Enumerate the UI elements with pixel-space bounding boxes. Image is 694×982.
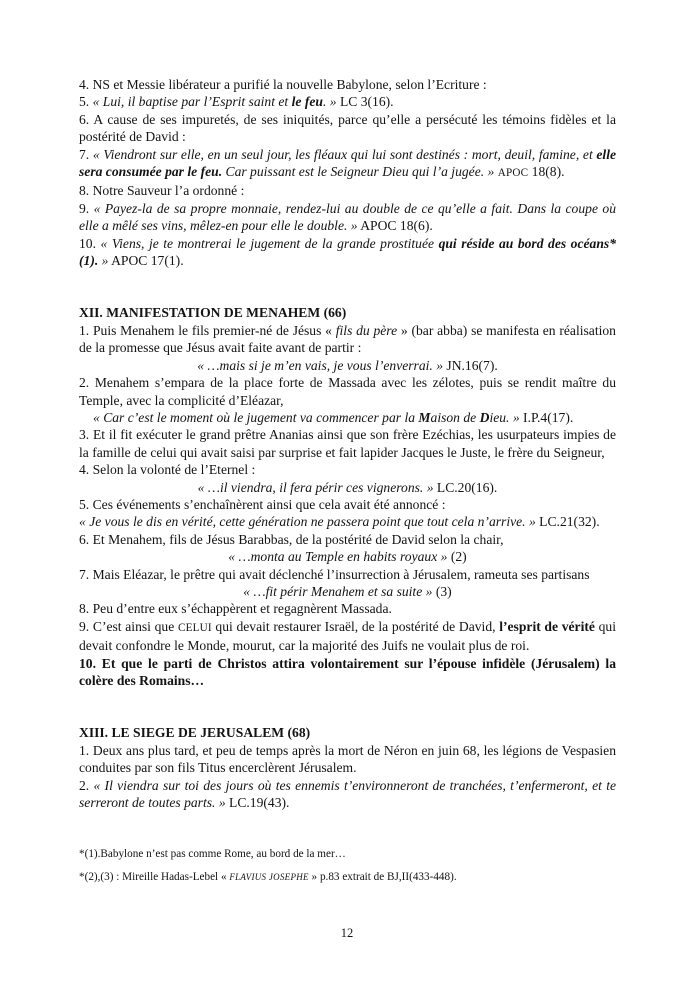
text-segment: 1. Puis Menahem le fils premier-né de Jésus «	[79, 322, 336, 338]
text-segment: (3)	[432, 583, 452, 599]
text-segment: aison de	[430, 409, 480, 425]
text-segment: 18(8).	[528, 164, 565, 180]
text-segment: « Je vous le dis en vérité, cette génération ne passera point que tout cela n’arrive. »	[79, 514, 536, 530]
quote-line-centered	[79, 479, 616, 496]
text-segment: « …mais si je m’en vais, je vous l’enverrai. »	[197, 357, 444, 373]
text-segment: « Il viendra sur toi des jours où tes ennemis t’environneront de tranchées, t’enfermeront, et te serreront de toutes parts. »	[79, 777, 616, 811]
text-segment: « Lui, il baptise par l’Esprit saint et	[92, 94, 292, 110]
text-segment: 8. Peu d’entre eux s’échappèrent et regagnèrent Massada.	[79, 601, 392, 617]
paragraph	[79, 461, 616, 478]
text-segment: 6. Et Menahem, fils de Jésus Barabbas, de la postérité de David selon la chair,	[79, 531, 504, 547]
text-segment: l’esprit de vérité	[499, 618, 595, 634]
quote-line-centered	[79, 548, 616, 565]
text-segment: 10. Et que le parti de Christos attira volontairement sur l’épouse infidèle (Jérusalem) la colère des Romains…	[79, 655, 616, 688]
paragraph	[79, 742, 616, 777]
spacer	[79, 829, 616, 846]
text-segment: le feu	[291, 94, 323, 110]
text-segment: LC 3(16).	[336, 94, 394, 110]
text-segment: *(1).Babylone n’est pas comme Rome, au bord de la mer…	[79, 848, 346, 861]
paragraph	[79, 200, 616, 235]
text-segment: LC.20(16).	[433, 479, 498, 495]
text-segment: JN.16(7).	[443, 357, 498, 373]
paragraph	[79, 426, 616, 461]
text-segment: 5. Ces événements s’enchaînèrent ainsi que cela avait été annoncé :	[79, 496, 446, 512]
text-segment: 3. Et il fit exécuter le grand prêtre Ananias ainsi que son frère Ezéchias, les usurpateurs impies de la famille de celui qui avait saisi par surprise et fait lapider Jacques le Juste, le frère du Seigneur,	[79, 427, 616, 460]
text-segment: fils du père	[335, 322, 398, 338]
text-segment: 9.	[79, 200, 94, 216]
section-heading	[79, 724, 616, 741]
text-segment: XIII. LE SIEGE DE JERUSALEM (68)	[79, 725, 311, 741]
text-segment: 8. Notre Sauveur l’a ordonné :	[79, 183, 245, 199]
paragraph	[79, 531, 616, 548]
text-segment: FLAVIUS JOSEPHE	[229, 872, 309, 883]
text-segment: CELUI	[177, 621, 212, 634]
quote-line-centered	[79, 357, 616, 374]
text-segment: LC.21(32).	[535, 514, 600, 530]
footnote	[79, 869, 616, 885]
footnote	[79, 846, 616, 862]
paragraph	[79, 655, 616, 690]
text-segment: « Payez-la de sa propre monnaie, rendez-lui au double de ce qu’elle a fait. Dans la coupe où elle a mêlé ses vins, mêlez-en pour elle le double. »	[79, 200, 617, 234]
text-segment: XII. MANIFESTATION DE MENAHEM (66)	[79, 305, 347, 321]
text-segment: 5.	[79, 94, 93, 110]
paragraph	[79, 182, 616, 199]
paragraph	[79, 374, 616, 409]
text-segment: 7.	[79, 146, 93, 162]
text-segment: *(2),(3) : Mireille Hadas-Lebel «	[79, 871, 230, 884]
spacer	[79, 811, 616, 828]
text-segment: LC.19(43).	[225, 795, 290, 811]
paragraph	[79, 600, 616, 617]
text-segment: ieu. »	[489, 409, 520, 425]
text-segment: 9. C’est ainsi que	[79, 618, 178, 634]
text-segment: . »	[322, 94, 337, 110]
text-segment: APOC 17(1).	[108, 253, 184, 269]
text-segment: qui devait restaurer Israël, de la postérité de David,	[211, 618, 500, 634]
paragraph	[79, 111, 616, 146]
text-segment: « …fit périr Menahem et sa suite »	[243, 583, 433, 599]
paragraph	[79, 322, 616, 357]
paragraph	[79, 146, 616, 183]
text-segment: APOC	[497, 167, 529, 180]
text-segment: 10.	[79, 235, 101, 251]
text-segment: 2. Menahem s’empara de la place forte de Massada avec les zélotes, puis se rendit maître du Temple, avec la complicité d’Eléazar,	[79, 375, 616, 408]
text-segment: I.P.4(17).	[519, 409, 574, 425]
text-segment: « …monta au Temple en habits royaux »	[228, 549, 448, 565]
text-segment: Car puissant est le Seigneur Dieu qui l’a jugée. »	[222, 164, 495, 180]
text-segment: 7. Mais Eléazar, le prêtre qui avait déclenché l’insurrection à Jérusalem, rameuta ses partisans	[79, 566, 590, 582]
text-segment: « …il viendra, il fera périr ces vignerons. »	[197, 479, 434, 495]
text-segment: 2.	[79, 777, 94, 793]
text-segment: »	[98, 253, 109, 269]
text-segment: 4. NS et Messie libérateur a purifié la nouvelle Babylone, selon l’Ecriture :	[79, 77, 487, 92]
text-segment: » p.83 extrait de BJ,II(433-448).	[308, 871, 457, 884]
document-body	[79, 76, 616, 885]
text-segment: qui réside au bord des océans*(1).	[79, 235, 616, 269]
paragraph	[79, 93, 616, 110]
paragraph	[79, 566, 616, 583]
quote-line-centered	[79, 583, 616, 600]
text-segment: 4. Selon la volonté de l’Eternel :	[79, 462, 256, 478]
text-segment: qui devait confondre le Monde, mourut, car la majorité des Juifs ne voulait plus de roi.	[79, 618, 616, 654]
text-segment: APOC 18(6).	[357, 218, 433, 234]
paragraph	[79, 76, 616, 93]
text-segment: « Car c’est le moment où le jugement va commencer par la	[93, 409, 419, 425]
paragraph	[79, 496, 616, 513]
paragraph	[79, 235, 616, 270]
paragraph	[79, 777, 616, 812]
quote-line-indented	[79, 409, 616, 426]
text-segment: 6. A cause de ses impuretés, de ses iniquités, parce qu’elle a persécuté les témoins fidèles et la postérité de David :	[79, 111, 616, 145]
text-segment: elle sera consumée par le feu.	[79, 146, 617, 180]
text-segment: M	[418, 409, 431, 425]
text-segment: D	[479, 409, 490, 425]
text-segment: » (bar abba) se manifesta en réalisation de la promesse que Jésus avait faite avant de partir :	[79, 322, 616, 356]
paragraph	[79, 618, 616, 655]
text-segment: « Viendront sur elle, en un seul jour, les fléaux qui lui sont destinés : mort, deuil, famine, et	[92, 146, 597, 162]
paragraph	[79, 513, 616, 530]
section-heading	[79, 304, 616, 321]
text-segment: « Viens, je te montrerai le jugement de la grande prostituée	[100, 235, 439, 251]
text-segment: (2)	[447, 549, 467, 565]
text-segment: 1. Deux ans plus tard, et peu de temps après la mort de Néron en juin 68, les légions de Vespasien conduites par son fils Titus encerclèrent Jérusalem.	[79, 742, 616, 776]
page-number: 12	[340, 926, 354, 940]
